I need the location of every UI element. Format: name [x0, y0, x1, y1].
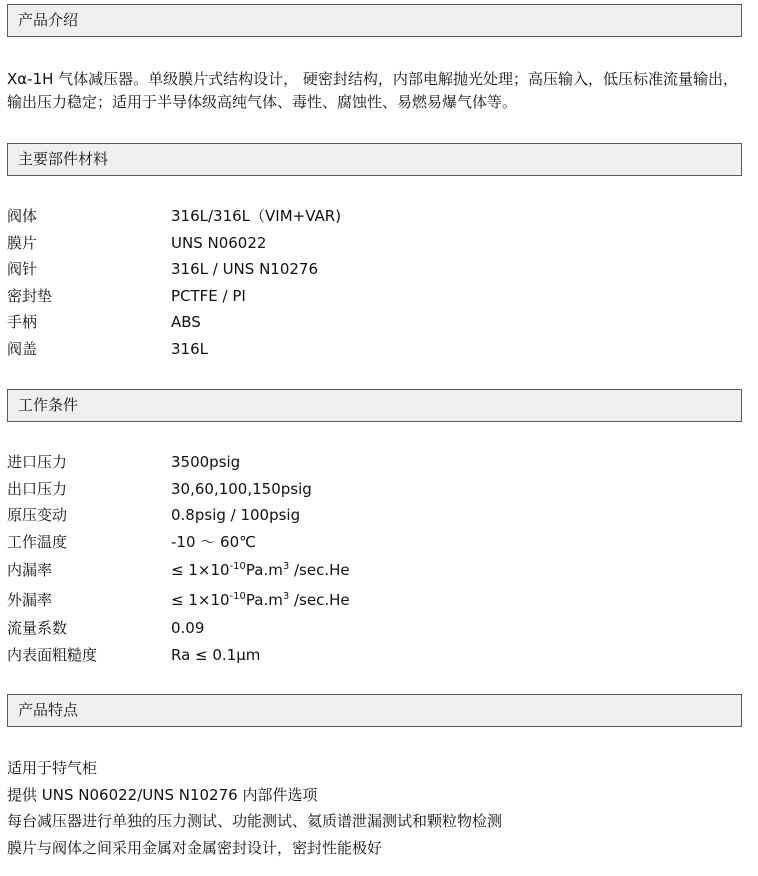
value-unit-exponent: 3 — [282, 561, 290, 573]
table-row — [7, 256, 341, 283]
table-row — [7, 476, 350, 503]
features-list — [7, 755, 502, 861]
condition-value — [171, 585, 350, 615]
table-row — [7, 585, 350, 615]
section-header-features — [7, 694, 742, 727]
condition-value: 30,60,100,150psig — [171, 479, 312, 498]
material-value: 316L — [171, 339, 208, 358]
section-title-materials: 主要部件材料 — [18, 150, 109, 168]
condition-value: -10 ～ 60℃ — [171, 532, 256, 551]
intro-text: Xα-1H 气体减压器。单级膜片式结构设计， 硬密封结构，内部电解抛光处理；高压输入，低压标准流量输出，输出压力稳定；适用于半导体级高纯气体、毒性、腐蚀性、易燃易爆气体等。 — [7, 70, 738, 111]
material-value: 316L/316L（VIM+VAR) — [171, 207, 342, 225]
condition-value: 0.09 — [171, 619, 205, 638]
value-suffix: /sec.He — [289, 591, 350, 610]
section-header-materials — [7, 143, 742, 176]
condition-name: 内表面粗糙度 — [7, 645, 98, 664]
material-name: 手柄 — [7, 313, 38, 332]
section-title-conditions: 工作条件 — [18, 396, 79, 414]
table-row — [7, 642, 350, 669]
value-unit-exponent: 3 — [282, 591, 290, 603]
condition-name: 进口压力 — [7, 453, 68, 471]
condition-value: Ra ≤ 0.1μm — [171, 645, 261, 664]
value-base: ≤ 1×10 — [171, 591, 230, 610]
table-row — [7, 529, 350, 556]
list-item: 每台减压器进行单独的压力测试、功能测试、氦质谱泄漏测试和颗粒物检测 — [7, 812, 503, 831]
table-row — [7, 502, 350, 529]
condition-name: 外漏率 — [7, 591, 53, 610]
material-name: 阀体 — [7, 207, 38, 225]
value-base: ≤ 1×10 — [171, 561, 230, 580]
section-title-intro: 产品介绍 — [18, 11, 79, 29]
value-unit: Pa.m — [245, 561, 283, 580]
material-value: UNS N06022 — [171, 233, 267, 252]
material-name: 密封垫 — [7, 286, 53, 305]
material-name: 阀盖 — [7, 339, 38, 358]
condition-name: 原压变动 — [7, 506, 68, 525]
table-row — [7, 555, 350, 585]
material-name: 阀针 — [7, 260, 38, 279]
value-exponent: -10 — [229, 561, 246, 573]
condition-value: 0.8psig / 100psig — [171, 506, 301, 525]
value-suffix: /sec.He — [289, 561, 350, 580]
table-row — [7, 615, 350, 642]
list-item: 膜片与阀体之间采用金属对金属密封设计，密封性能极好 — [7, 838, 383, 857]
list-item: 提供 UNS N06022/UNS N10276 内部件选项 — [7, 785, 318, 804]
material-value: PCTFE / PI — [171, 286, 246, 305]
condition-name: 出口压力 — [7, 479, 68, 498]
list-item: 适用于特气柜 — [7, 759, 98, 777]
condition-value: 3500psig — [171, 453, 241, 471]
table-row — [7, 203, 341, 230]
section-title-features: 产品特点 — [18, 701, 79, 719]
condition-value — [171, 555, 350, 585]
materials-table — [7, 203, 341, 363]
table-row — [7, 449, 350, 476]
table-row — [7, 309, 341, 336]
table-row — [7, 336, 341, 363]
value-exponent: -10 — [229, 591, 246, 603]
material-value: 316L / UNS N10276 — [171, 260, 319, 279]
section-header-intro — [7, 4, 742, 37]
table-row — [7, 230, 341, 257]
condition-name: 工作温度 — [7, 532, 68, 551]
condition-name: 流量系数 — [7, 619, 68, 638]
value-unit: Pa.m — [245, 591, 283, 610]
table-row — [7, 283, 341, 310]
section-header-conditions — [7, 389, 742, 422]
conditions-table — [7, 449, 350, 669]
material-value: ABS — [171, 313, 201, 332]
material-name: 膜片 — [7, 233, 38, 252]
condition-name: 内漏率 — [7, 561, 53, 580]
